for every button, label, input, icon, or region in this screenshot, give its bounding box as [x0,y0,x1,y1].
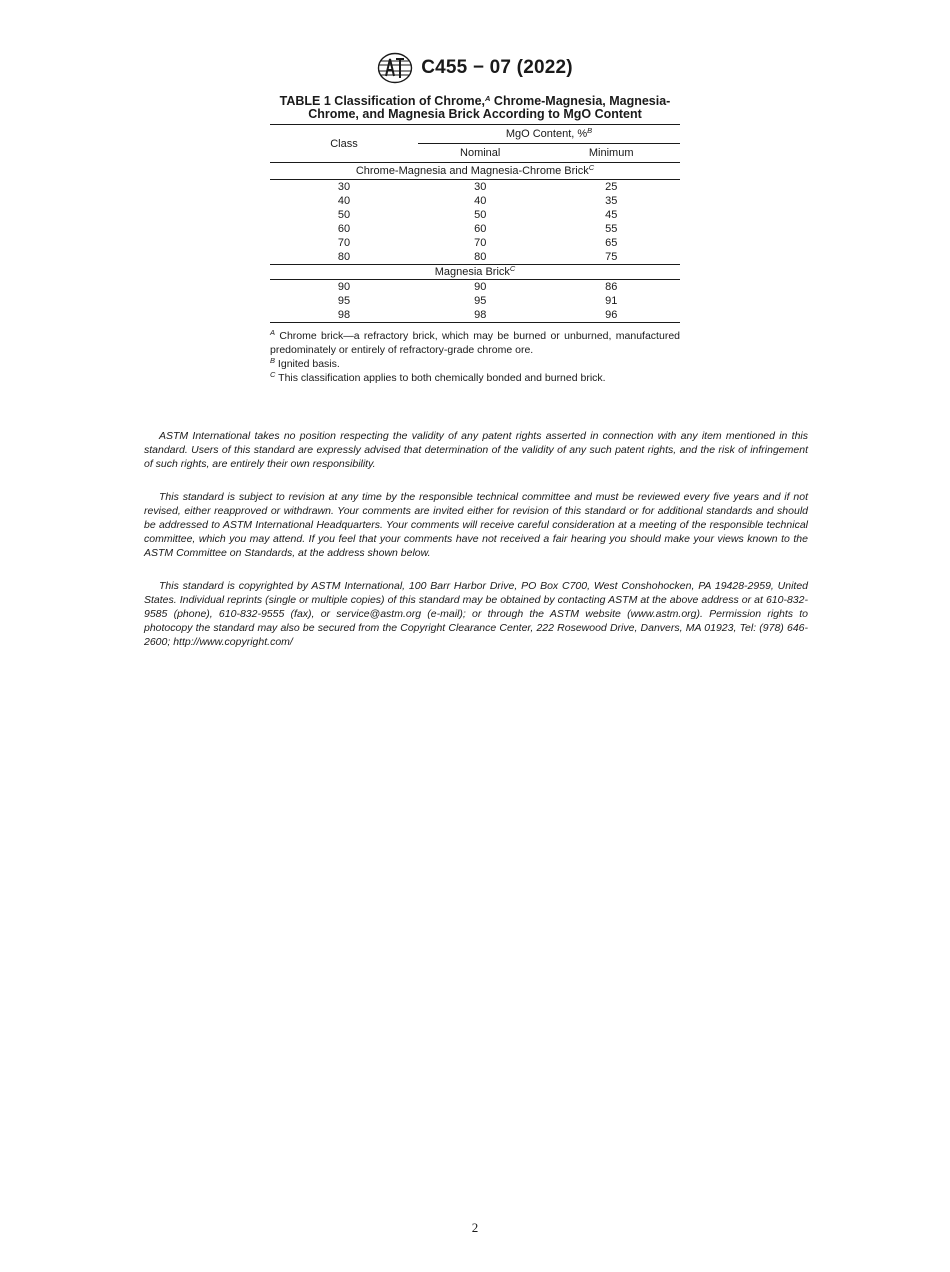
footnote-a: $^A$ Chrome brick—a refractory brick, which may be burned or unburned, manufactured predominately or entirely of refractory-grade chrome ore. [270,328,680,356]
column-header-mgo-content: MgO Content, %$^B$ [418,125,680,144]
table-title: TABLE 1 Classification of Chrome,$^A$ Chrome-Magnesia, Magnesia-Chrome, and Magnesia Brick According to MgO Content [279,94,671,121]
page-number: 2 [471,1220,479,1235]
column-header-class: Class [270,125,418,163]
section-label-magnesia: Magnesia Brick$^C$ [270,265,680,280]
table-row: 50 50 45 [337,209,618,221]
table-row: 30 30 25 [337,181,618,193]
document-header [0,52,950,84]
copyright-notice: This standard is copyrighted by ASTM International, 100 Barr Harbor Drive, PO Box C700, West Conshohocken, PA 19428-2959, United States. Individual reprints (single or multiple copies) of this standard may be obtained by contacting ASTM at the above address or at 610-832-9585 (phone), 610-832-9555 (fax), or service@astm.org (e-mail); or through the ASTM website (www.astm.org). Permission rights to photocopy the standard may also be secured from the Copyright Clearance Center, 222 Rosewood Drive, Danvers, MA 01923, Tel: (978) 646-2600; http://www.copyright.com/ [144,580,808,648]
table-row: 40 40 35 [337,195,618,207]
classification-table-block [270,95,680,385]
revision-notice: This standard is subject to revision at any time by the responsible technical committee and must be reviewed every five years and if not revised, either reapproved or withdrawn. Your comments are invited either for revision of this standard or for additional standards and should be addressed to ASTM International Headquarters. Your comments will receive careful consideration at a meeting of the responsible technical committee, which you may attend. If you feel that your comments have not received a fair hearing you should make your views known to the ASTM Committee on Standards, at the address shown below. [144,491,808,559]
section-label-chrome-magnesia: Chrome-Magnesia and Magnesia-Chrome Brick$^C$ [270,163,680,180]
astm-logo-icon [377,52,413,84]
table-row: 90 90 86 [337,281,618,293]
column-header-nominal: Nominal [418,144,542,163]
table-row: 80 80 75 [270,250,680,265]
table-footnotes [270,329,680,385]
table-row: 95 95 91 [337,295,618,307]
standard-designation: C455 − 07 (2022) [421,57,573,78]
table-row: 70 70 65 [337,237,618,249]
patent-notice: ASTM International takes no position respecting the validity of any patent rights asserted in connection with any item mentioned in this standard. Users of this standard are expressly advised that determination of the validity of any such patent rights, and the risk of infringement of such rights, are entirely their own responsibility. [144,430,808,470]
table-row: 98 98 96 [270,308,680,323]
footnote-c: $^C$ This classification applies to both chemically bonded and burned brick. [270,370,606,384]
legal-notices [144,429,808,668]
footnote-b: $^B$ Ignited basis. [270,356,340,370]
column-header-minimum: Minimum [542,144,680,163]
classification-table [270,124,680,323]
table-row: 60 60 55 [337,223,618,235]
